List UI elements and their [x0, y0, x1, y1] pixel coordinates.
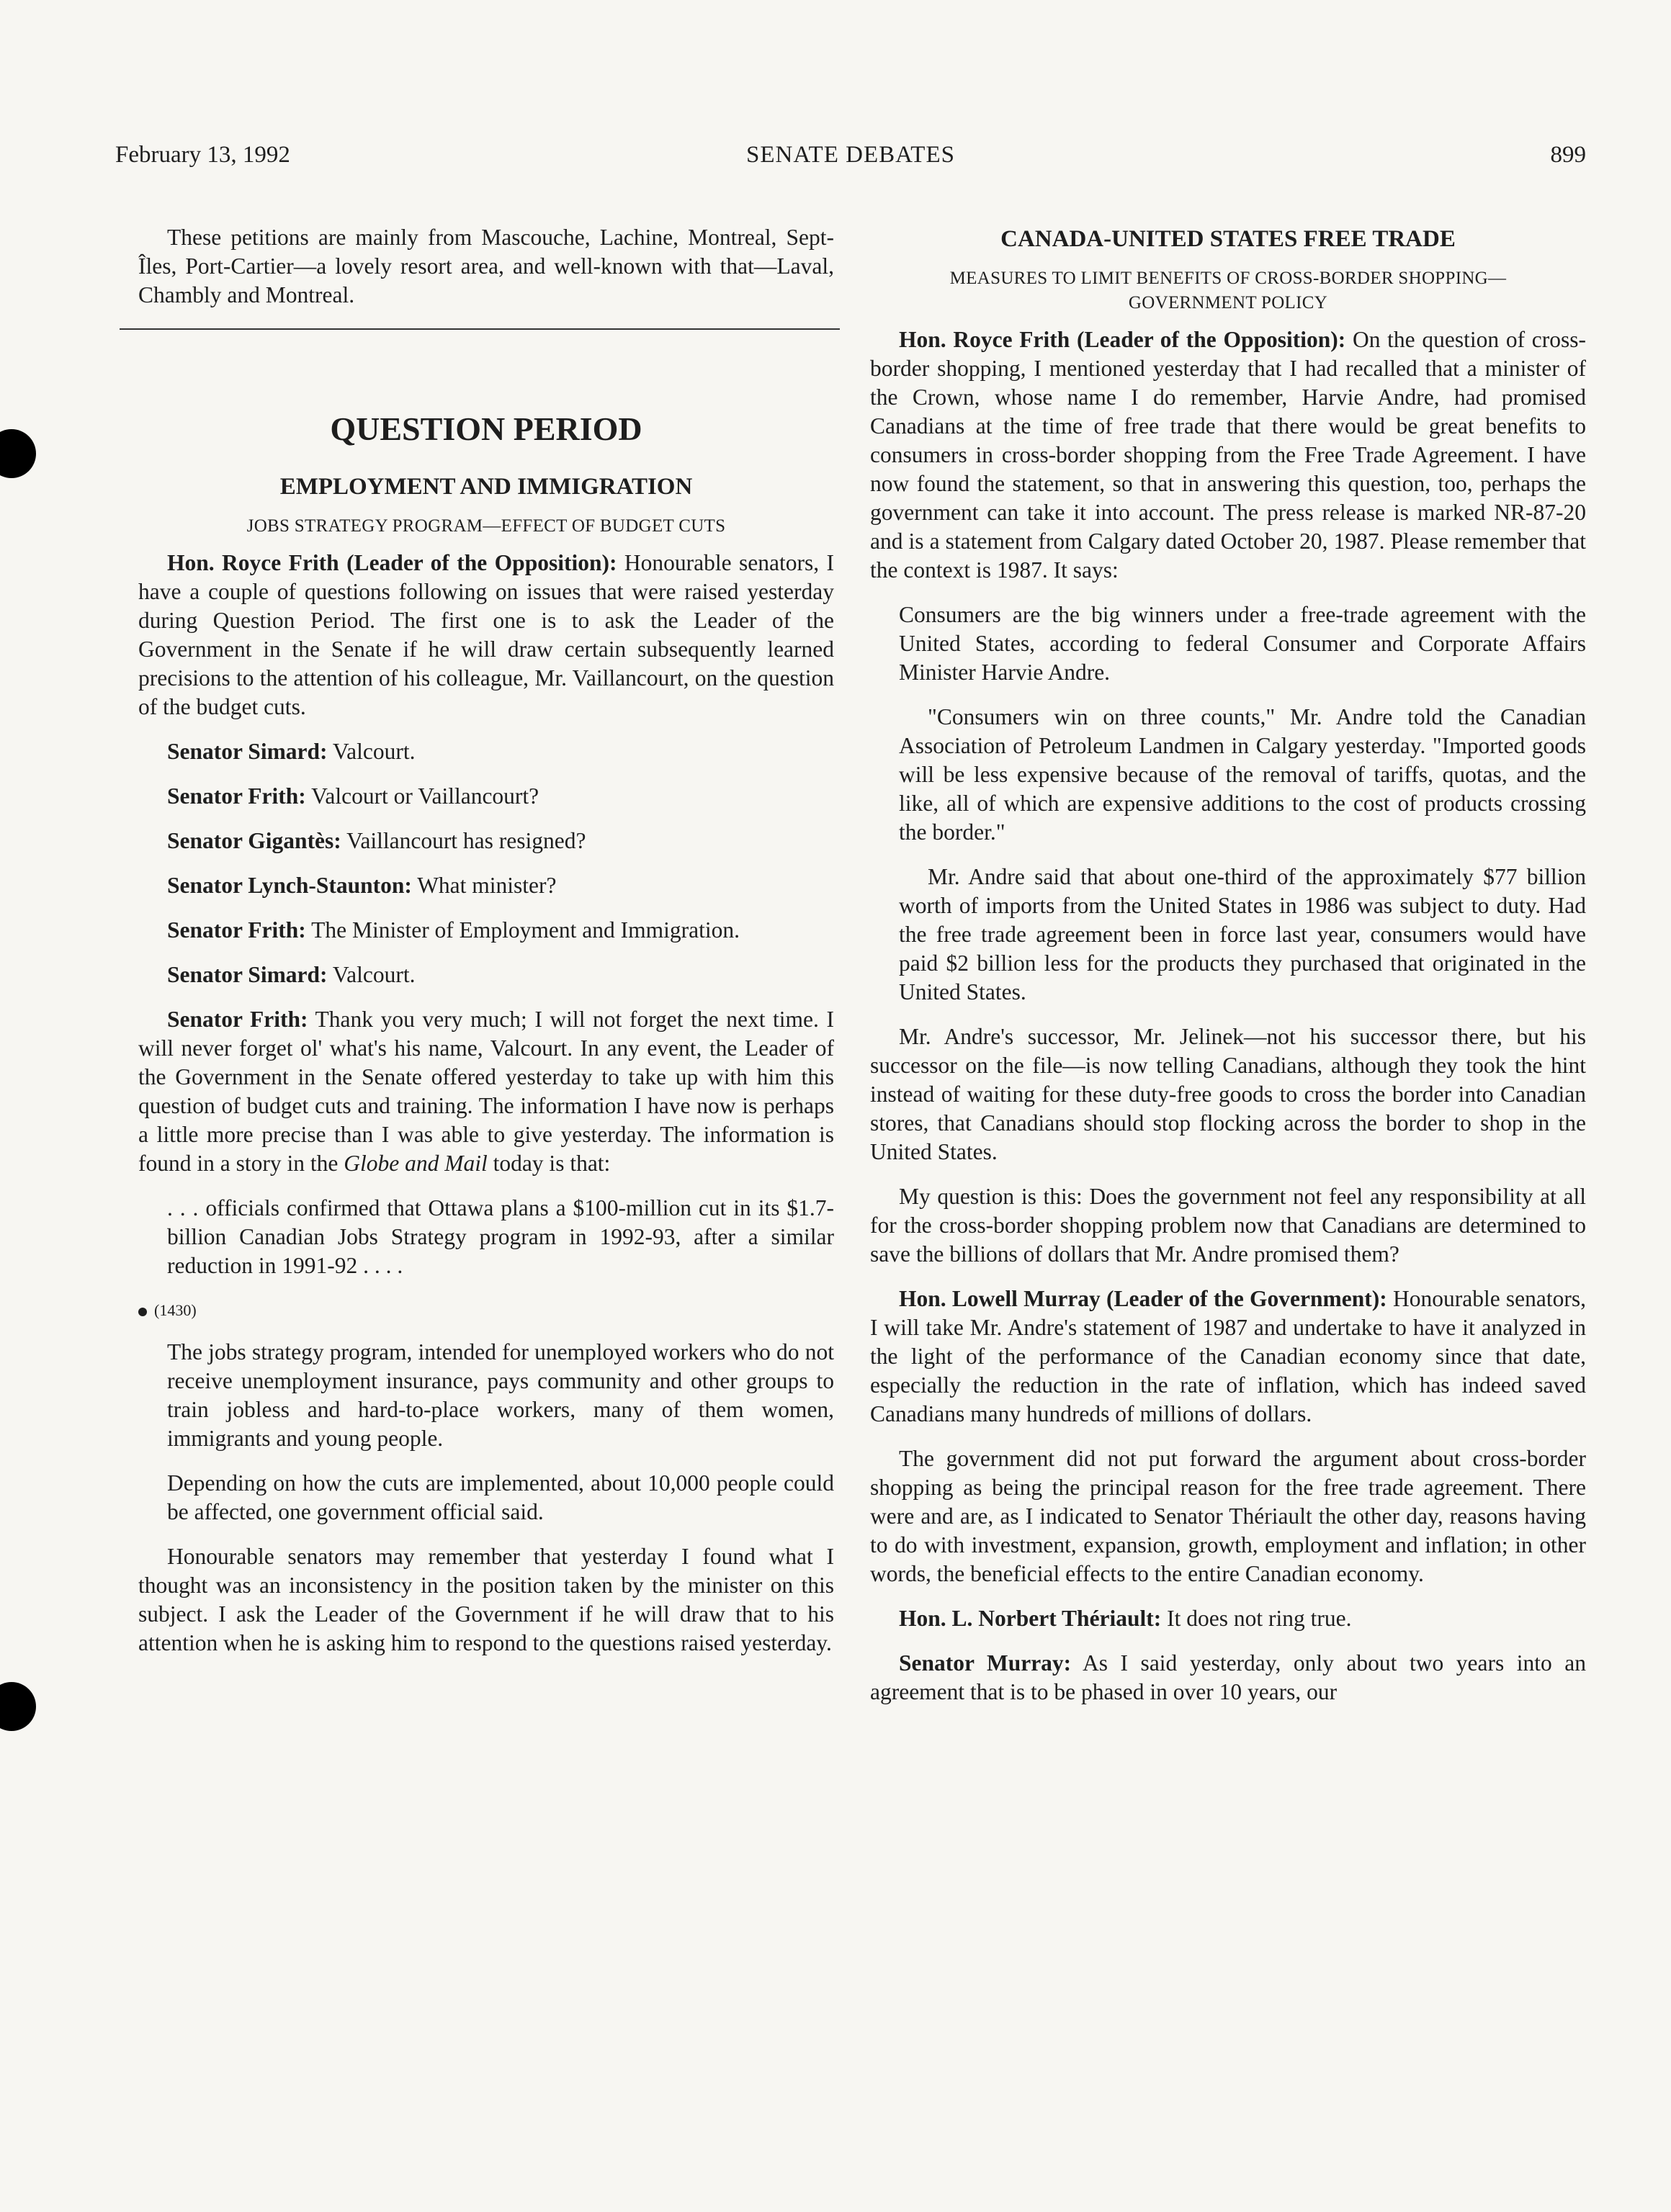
header-page-number: 899: [1550, 142, 1586, 168]
speech-text: Thank you very much; I will not forget the next time. I will never forget ol' what's his name, Valcourt. In any event, the Leader of the Government in the Senate offered yesterday to take up with him this question of budget cuts and training. The information I have now is perhaps a little more precise than I was able to give yesterday. The information is found in a story in the: [138, 1007, 834, 1176]
speech-text: On the question of cross-border shopping, I mentioned yesterday that I had recalled that a minister of the Crown, whose name I do remember, Harvie Andre, had promised Canadians at the time of free trade that there would be great benefits to consumers in cross-border shopping from the Free Trade Agreement. I have now found the statement, so that in answering this question, too, perhaps the government can take it into account. The press release is marked NR-87-20 and is a statement from Calgary dated October 20, 1987. Please remember that the context is 1987. It says:: [870, 327, 1586, 583]
speaker-name: Hon. Lowell Murray (Leader of the Government):: [899, 1286, 1387, 1311]
quote-globe-3: Depending on how the cuts are implemented, about 10,000 people could be affected, one government official said.: [167, 1470, 834, 1524]
bullet-dot-icon: [138, 1308, 147, 1316]
speech-text: The Minister of Employment and Immigration.: [311, 917, 740, 943]
time-marker-text: (1430): [154, 1301, 197, 1319]
speech-simard-2: [138, 961, 834, 989]
quote-globe-1: . . . officials confirmed that Ottawa plans a $100-million cut in its $1.7-billion Canadian Jobs Strategy program in 1992-93, after a similar reduction in 1991-92 . . . .: [167, 1195, 834, 1278]
speech-frith-right: [870, 325, 1586, 585]
speech-text: today is that:: [493, 1151, 611, 1176]
speaker-name: Senator Frith:: [167, 917, 306, 943]
speech-simard-1: [138, 737, 834, 766]
paragraph-question: My question is this: Does the government not feel any responsibility at all for the cross-border shopping problem now that Canadians are determined to save the billions of dollars that Mr. Andre promised them?: [870, 1184, 1586, 1267]
binder-hole-bottom: [0, 1682, 36, 1731]
quote-press-release-3: Mr. Andre said that about one-third of the approximately $77 billion worth of imports from the United States in 1986 was subject to duty. Had the free trade agreement been in force last year, consumers would have paid $2 billion less for the products they purchased that originated in the United States.: [899, 864, 1586, 1004]
speech-frith-4: [138, 1005, 834, 1178]
subsection-title-free-trade: CANADA-UNITED STATES FREE TRADE: [1000, 226, 1456, 252]
speaker-name: Senator Simard:: [167, 962, 328, 987]
speaker-name: Hon. Royce Frith (Leader of the Opposition):: [899, 327, 1346, 352]
speech-text: Honourable senators, I have a couple of questions following on issues that were raised yesterday during Question Period. The first one is to ask the Leader of the Government in the Senate if he will draw certain subsequently learned precisions to the attention of his colleague, Mr. Vaillancourt, on the question of the budget cuts.: [138, 550, 834, 719]
speech-gigantes: [138, 827, 834, 855]
section-title: QUESTION PERIOD: [330, 410, 642, 447]
speech-murray-1: [870, 1285, 1586, 1429]
left-column: [138, 223, 834, 1673]
time-marker: [138, 1296, 834, 1325]
speaker-name: Senator Gigantès:: [167, 828, 341, 853]
speaker-name: Senator Frith:: [167, 1007, 308, 1032]
speech-frith-2: [138, 782, 834, 811]
speaker-name: Senator Frith:: [167, 783, 306, 809]
section-divider: [120, 328, 840, 330]
speech-frith-1: [138, 549, 834, 721]
paragraph-jelinek: Mr. Andre's successor, Mr. Jelinek—not his successor there, but his successor on the file—is now telling Canadians, although they took the hint instead of waiting for these duty-free goods to cross the border into Canadian stores, that Canadians should stop flocking across the border to shop in the United States.: [870, 1024, 1586, 1164]
paragraph-government-argument: The government did not put forward the argument about cross-border shopping as being the principal reason for the free trade agreement. There were and are, as I indicated to Senator Thériault the other day, reasons having to do with investment, expansion, growth, employment and inflation; in other words, the beneficial effects to the entire Canadian economy.: [870, 1446, 1586, 1586]
petitions-paragraph: These petitions are mainly from Mascouche, Lachine, Montreal, Sept-Îles, Port-Cartier—a lovely resort area, and well-known with that—Laval, Chambly and Montreal.: [138, 225, 834, 307]
speaker-name: Hon. L. Norbert Thériault:: [899, 1606, 1162, 1631]
speech-text: Valcourt.: [332, 739, 416, 764]
speech-frith-3: [138, 916, 834, 945]
quote-globe-2: The jobs strategy program, intended for unemployed workers who do not receive unemployment insurance, pays community and other groups to train jobless and hard-to-place workers, many of them women, immigrants and young people.: [167, 1339, 834, 1451]
speech-text: It does not ring true.: [1167, 1606, 1352, 1631]
speech-text: Honourable senators, I will take Mr. Andre's statement of 1987 and undertake to have it analyzed in the light of the performance of the Canadian economy since that date, especially the reduction in the rate of inflation, which has indeed saved Canadians many hundreds of millions of dollars.: [870, 1286, 1587, 1426]
header-title: SENATE DEBATES: [746, 142, 955, 168]
speaker-name: Senator Murray:: [899, 1650, 1072, 1676]
speech-lynch-staunton: [138, 871, 834, 900]
speaker-name: Senator Simard:: [167, 739, 328, 764]
speech-text: Valcourt.: [332, 962, 416, 987]
binder-hole-top: [0, 429, 36, 478]
speech-text: Vaillancourt has resigned?: [346, 828, 586, 853]
subsection-title-employment: EMPLOYMENT AND IMMIGRATION: [279, 474, 693, 500]
closing-paragraph: Honourable senators may remember that yesterday I found what I thought was an inconsistency in the position taken by the minister on this subject. I ask the Leader of the Government if he will draw that to his attention when he is asking him to respond to the questions raised yesterday.: [138, 1544, 834, 1655]
speech-text: Valcourt or Vaillancourt?: [311, 783, 539, 809]
speech-theriault: [870, 1604, 1586, 1633]
quote-press-release-1: Consumers are the big winners under a free-trade agreement with the United States, according to federal Consumer and Corporate Affairs Minister Harvie Andre.: [899, 602, 1586, 685]
topic-jobs-strategy: JOBS STRATEGY PROGRAM—EFFECT OF BUDGET CUTS: [246, 516, 726, 536]
speech-text: As I said yesterday, only about two years into an agreement that is to be phased in over 10 years, our: [870, 1650, 1587, 1704]
topic-cross-border-shopping: MEASURES TO LIMIT BENEFITS OF CROSS-BORDER SHOPPING—GOVERNMENT POLICY: [949, 269, 1507, 313]
speech-murray-2: [870, 1649, 1586, 1707]
speech-text: What minister?: [417, 873, 557, 898]
quote-press-release-2: "Consumers win on three counts," Mr. Andre told the Canadian Association of Petroleum Landmen in Calgary yesterday. "Imported goods will be less expensive because of the removal of tariffs, quotas, and the like, all of which are expensive additions to the cost of products crossing the border.": [899, 704, 1586, 845]
header-date: February 13, 1992: [115, 142, 290, 168]
right-column: [870, 223, 1586, 1722]
speaker-name: Senator Lynch-Staunton:: [167, 873, 412, 898]
publication-title: Globe and Mail: [344, 1151, 488, 1176]
page-header: [115, 137, 1586, 173]
speaker-name: Hon. Royce Frith (Leader of the Opposition):: [167, 550, 617, 575]
